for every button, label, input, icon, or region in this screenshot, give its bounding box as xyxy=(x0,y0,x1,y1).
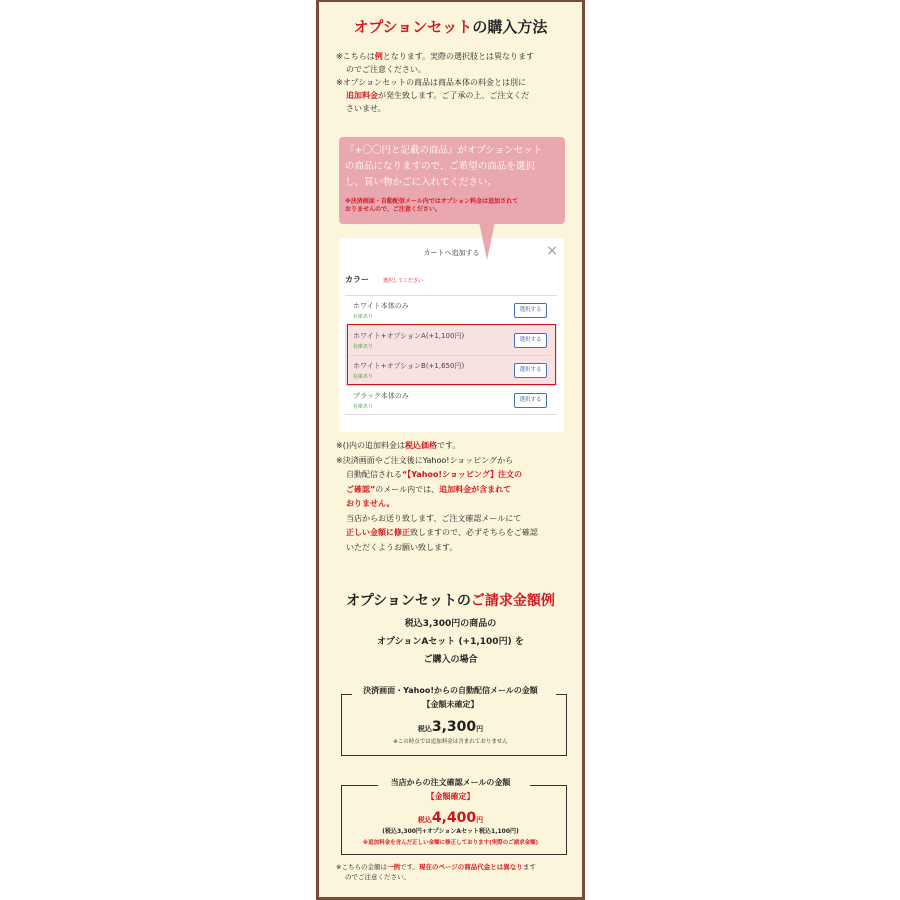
callout-text xyxy=(345,143,559,191)
intro-note-2: ※オプションセットの商品は商品本体の料金とは別に xyxy=(336,78,526,87)
price-note-6 xyxy=(336,526,568,541)
box2-amount-value: 4,400 xyxy=(431,810,477,826)
option-stock: 在庫あり xyxy=(353,404,374,410)
select-button[interactable]: 選択する xyxy=(514,393,547,408)
callout-line-3: し、買い物かごに入れてください。 xyxy=(345,177,498,188)
footer-line-1 xyxy=(336,862,571,872)
option-name: ホワイト+オプションB(+1,650円) xyxy=(353,362,465,370)
intro-note-2-line2 xyxy=(336,89,568,102)
price-note-3-red2: 追加料金が含まれて xyxy=(439,484,512,494)
price-note-1a: ※()内の追加料金は xyxy=(336,441,405,450)
cart-dialog-title: カートへ追加する xyxy=(423,249,480,257)
price-note-2: ※決済画面やご注文後にYahoo!ショッピングから xyxy=(336,455,514,465)
price-notes xyxy=(336,439,568,555)
intro-note-2-red: 追加料金 xyxy=(346,91,378,100)
intro-note-1 xyxy=(336,52,534,61)
option-name: ホワイト本体のみ xyxy=(353,302,409,310)
box1-label-1: 決済画面・Yahoo!からの自動配信メールの金額 xyxy=(363,686,538,695)
box2-label-2: 【金額確定】 xyxy=(426,792,475,801)
price-note-6-red: 正しい金額に修正 xyxy=(346,528,410,537)
box1-note: ※この時点では追加料金は含まれておりません xyxy=(393,739,508,745)
select-button[interactable]: 選択する xyxy=(514,303,547,318)
title-black: の購入方法 xyxy=(472,18,548,36)
option-stock: 在庫あり xyxy=(353,314,374,320)
intro-note-1-red: 例 xyxy=(374,52,383,61)
price-note-5: 当店からお送り致します、ご注文確認メールにて xyxy=(346,513,522,523)
box1-label-2: 【金額未確定】 xyxy=(422,700,479,709)
example-title-red: ご請求金額例 xyxy=(470,593,555,609)
title-red: オプションセット xyxy=(353,18,473,36)
price-note-6b: 致しますので、必ずそちらをご確認 xyxy=(410,528,538,537)
option-stock: 在庫あり xyxy=(353,344,374,350)
footer-line-2: のでご注意ください。 xyxy=(345,873,410,881)
intro-notes xyxy=(336,50,568,115)
footer-c: ます xyxy=(522,863,536,871)
cart-dialog xyxy=(339,238,564,432)
intro-note-1b: となります。実際の選択肢とは異なります xyxy=(382,52,535,61)
price-note-2-line3 xyxy=(336,483,568,498)
price-note-3: のメール内では、 xyxy=(375,484,440,494)
box1-prefix: 税込 xyxy=(417,725,432,733)
option-row[interactable] xyxy=(345,385,557,415)
select-button[interactable]: 選択する xyxy=(514,363,547,378)
price-note-2b: 自動配信される xyxy=(346,470,402,479)
price-note-2-red: “【Yahoo!ショッピング】注文の xyxy=(402,470,522,479)
example-title-black: オプションセットの xyxy=(346,593,471,609)
close-icon[interactable]: × xyxy=(546,243,558,259)
box1-amount xyxy=(319,716,582,735)
price-note-1 xyxy=(336,441,460,450)
box1-unit: 円 xyxy=(476,725,484,733)
price-note-3-red: ご確認” xyxy=(346,484,376,494)
footer-note xyxy=(336,862,571,882)
highlight-frame xyxy=(347,324,556,385)
box2-note: ※追加料金を含んだ正しい金額に修正しております(実際のご請求金額) xyxy=(362,840,539,846)
example-line-1: 税込3,300円の商品の xyxy=(404,619,497,629)
example-desc xyxy=(319,615,582,669)
box2-detail: (税込3,300円+オプションAセット税込1,100円) xyxy=(382,828,519,835)
page-title xyxy=(319,16,582,37)
box2-prefix: 税込 xyxy=(417,816,432,824)
color-hint: 選択してください xyxy=(383,278,424,284)
callout-tail xyxy=(479,222,495,260)
example-line-3: ご購入の場合 xyxy=(423,655,478,665)
instruction-panel xyxy=(316,0,585,900)
box2-label xyxy=(319,776,582,804)
example-line-2: オプションAセット (+1,100円) を xyxy=(377,637,524,647)
intro-note-1a: ※こちらは xyxy=(336,52,375,61)
callout-line-2: の商品になりますので、ご希望の商品を選択 xyxy=(345,161,535,172)
box1-amount-value: 3,300 xyxy=(431,719,477,735)
callout-warning-2: おりませんので、ご注意ください。 xyxy=(345,206,441,213)
color-label: カラー xyxy=(345,275,369,284)
callout-warning xyxy=(345,198,559,214)
box2-amount xyxy=(319,807,582,826)
footer-a: ※こちらの金額は xyxy=(336,863,387,871)
box2-label-1: 当店からの注文確認メールの金額 xyxy=(390,778,511,787)
intro-note-1c: のでご注意ください。 xyxy=(346,65,426,74)
example-title xyxy=(319,590,582,610)
option-stock: 在庫あり xyxy=(353,374,374,380)
price-note-1-red: 税込価格 xyxy=(404,441,437,450)
select-button[interactable]: 選択する xyxy=(514,333,547,348)
price-note-2-line2 xyxy=(336,468,568,483)
intro-note-2b: が発生致します。ご了承の上、ご注文くだ xyxy=(378,91,530,100)
price-note-1b: です。 xyxy=(436,441,461,450)
intro-note-2c: さいませ。 xyxy=(346,104,386,113)
box2-unit: 円 xyxy=(476,816,484,824)
price-note-7: いただくようお願い致します。 xyxy=(346,542,458,552)
option-name: ブラック本体のみ xyxy=(353,392,409,400)
price-note-4-red: おりません。 xyxy=(346,499,395,508)
callout-warning-1: ※決済画面・自動配信メール内ではオプション料金は追加されて xyxy=(345,198,519,205)
option-name: ホワイト+オプションA(+1,100円) xyxy=(353,332,465,340)
option-row[interactable] xyxy=(345,295,557,325)
callout-bubble xyxy=(339,137,565,224)
footer-red-2: 現在のページの商品代金とは異なり xyxy=(418,863,523,871)
callout-line-1: 『+〇〇円と記載の商品』がオプションセット xyxy=(345,145,543,156)
footer-red-1: 一例 xyxy=(386,863,400,871)
box1-label xyxy=(319,684,582,712)
footer-b: です。 xyxy=(399,863,419,871)
